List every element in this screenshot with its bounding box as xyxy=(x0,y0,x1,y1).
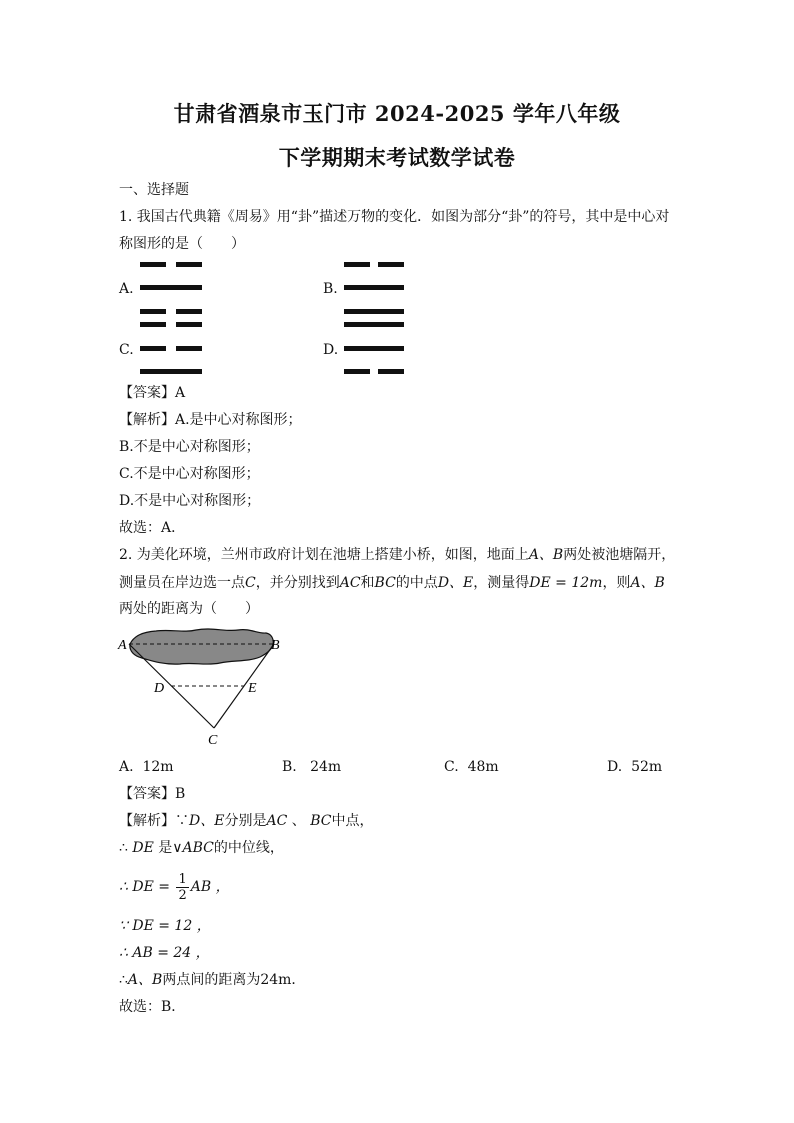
point-e-label: E xyxy=(248,681,257,696)
q1-text-line2: 称图形的是（ ） xyxy=(119,236,245,252)
section-heading: 一、选择题 xyxy=(119,182,189,198)
q2-choice-d: D. 52m xyxy=(607,759,663,775)
point-a-label: A xyxy=(118,638,127,653)
hexagram-d-icon xyxy=(344,322,406,377)
q2-analysis-line2: ∴ DE 是∨ABC的中位线， xyxy=(119,840,284,856)
q2-analysis-line5: ∴ AB = 24 ， xyxy=(119,945,210,961)
q2-choice-b: B. 24m xyxy=(282,759,342,775)
q1-analysis-line4: D.不是中心对称图形； xyxy=(119,493,261,509)
q2-analysis-line1: 【解析】∵D、E分别是AC 、 BC中点， xyxy=(119,813,374,829)
q1-option-b-label: B. xyxy=(323,281,338,297)
hexagram-a-icon xyxy=(140,262,202,292)
q1-analysis-line2: B.不是中心对称图形； xyxy=(119,439,260,455)
q2-analysis-line6: ∴A、B两点间的距离为24m． xyxy=(119,972,306,988)
q1-analysis-line3: C.不是中心对称图形； xyxy=(119,466,260,482)
pond-shape xyxy=(130,629,273,664)
point-c-label: C xyxy=(208,733,218,748)
q1-option-d-label: D. xyxy=(323,342,339,358)
q1-option-a-label: A. xyxy=(119,281,134,297)
page-title-line2: 下学期期末考试数学试卷 xyxy=(278,145,516,170)
q2-choice-a: A. 12m xyxy=(119,759,174,775)
hexagram-c-icon xyxy=(140,322,202,377)
page-title-line1: 甘肃省酒泉市玉门市 2024-2025 学年八年级 xyxy=(173,101,621,126)
q2-choice-c: C. 48m xyxy=(444,759,499,775)
q1-analysis-line5: 故选：A． xyxy=(119,520,186,536)
point-d-label: D xyxy=(154,681,165,696)
fraction-one-half: $\frac{1}{2}$ xyxy=(178,871,187,903)
q2-analysis-line7: 故选：B． xyxy=(119,999,186,1015)
q1-analysis-line1: 【解析】A.是中心对称图形； xyxy=(119,412,302,428)
q2-text-line2: 测量员在岸边选一点C，并分别找到AC和BC的中点D、E，测量得DE = 12m，则A、B xyxy=(119,575,665,591)
q2-text-line1: 2. 为美化环境，兰州市政府计划在池塘上搭建小桥，如图，地面上A、B两处被池塘隔开， xyxy=(119,547,676,563)
point-b-label: B xyxy=(271,638,280,653)
q1-option-c-label: C. xyxy=(119,342,134,358)
q1-answer: 【答案】A xyxy=(119,385,186,401)
pond-triangle-figure xyxy=(116,624,288,750)
q2-analysis-line3: ∴ DE = $\frac{1}{2}$ AB ， xyxy=(119,871,230,903)
q1-text-line1: 1. 我国古代典籍《周易》用“卦”描述万物的变化．如图为部分“卦”的符号，其中是中心对 xyxy=(119,209,670,225)
q2-text-line3: 两处的距离为（ ） xyxy=(119,601,259,617)
q2-analysis-line4: ∵ DE = 12 ， xyxy=(119,918,211,934)
q2-answer: 【答案】B xyxy=(119,786,186,802)
